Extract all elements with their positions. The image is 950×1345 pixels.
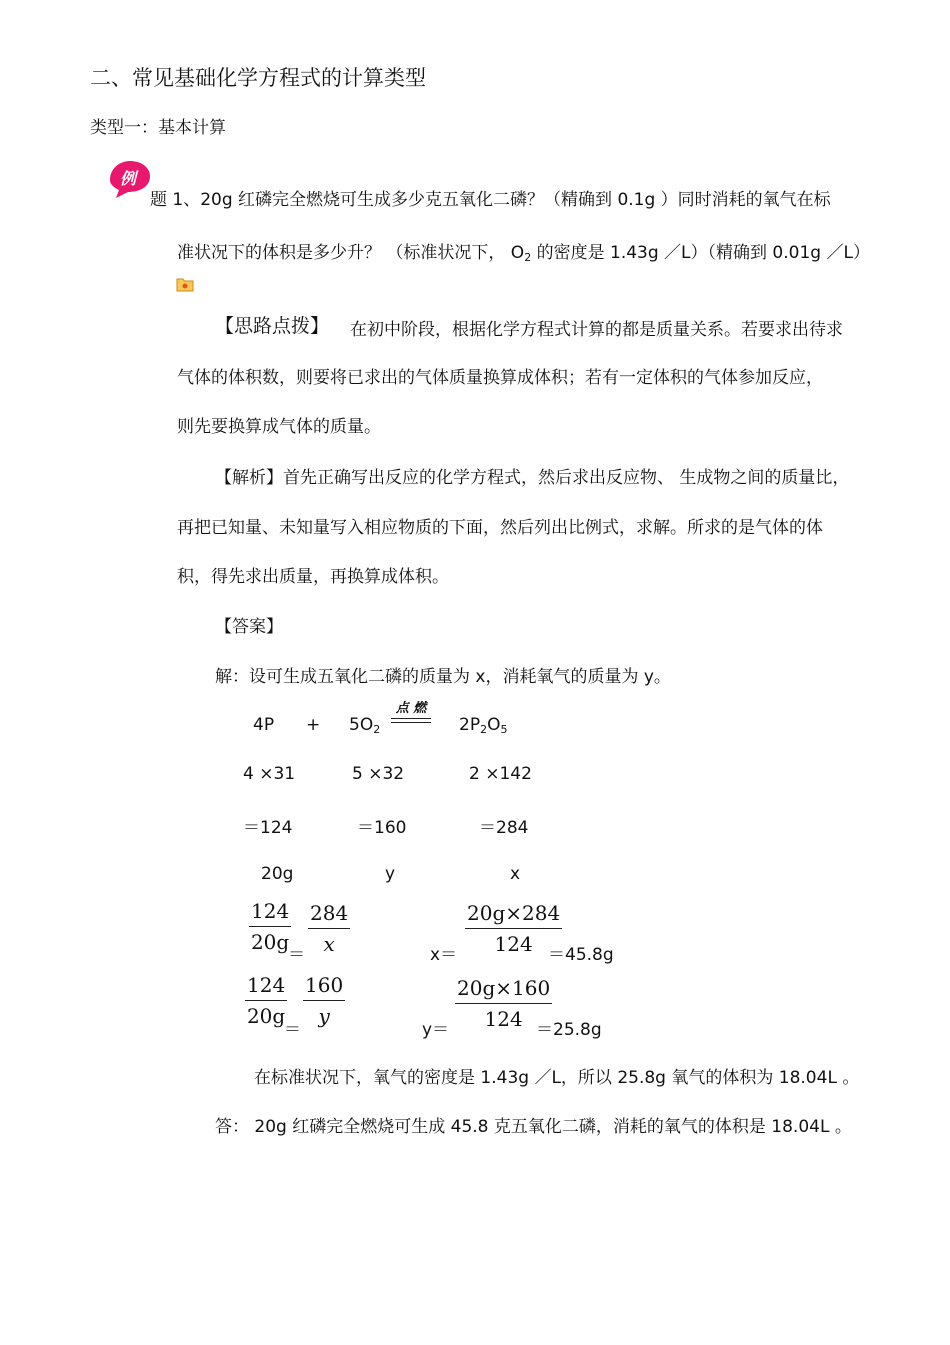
hint-line-3: 则先要换算成气体的质量。 — [177, 417, 381, 437]
analysis-line-1: 【解析】首先正确写出反应的化学方程式，然后求出反应物、 生成物之间的质量比， — [215, 468, 850, 488]
eq-plus: + — [306, 715, 321, 735]
example-badge-label: 例 — [119, 169, 137, 188]
page-heading: 二、常见基础化学方程式的计算类型 — [90, 66, 426, 90]
eq-reactant-2-sub: 2 — [373, 723, 381, 736]
hint-line-2: 气体的体积数，则要将已求出的气体质量换算成体积；若有一定体积的气体参加反应， — [177, 368, 823, 388]
x-calc-result: ＝45.8g — [548, 945, 614, 965]
answer-label: 【答案】 — [215, 617, 283, 637]
conclusion-line: 在标准状况下，氧气的密度是 1.43g ／L，所以 25.8g 氧气的体积为 18.04L 。 — [254, 1068, 860, 1088]
mass-row-3-p2o5: x — [510, 864, 521, 884]
folder-icon[interactable] — [176, 276, 194, 292]
eq-reactant-1: 4P — [253, 715, 275, 735]
analysis-line-2: 再把已知量、未知量写入相应物质的下面，然后列出比例式，求解。所求的是气体的体 — [177, 518, 823, 538]
fraction-numerator: 284 — [308, 901, 350, 929]
eq-product-p: 2P — [459, 715, 481, 735]
analysis-line-3: 积，得先求出质量，再换算成体积。 — [177, 567, 449, 587]
x-calc-lhs: x＝ — [430, 945, 458, 965]
eq-product-sub-1: 2 — [480, 723, 488, 736]
example-badge-shape — [106, 158, 152, 200]
fraction-124-over-20g-a — [249, 899, 291, 954]
final-answer-line: 答： 20g 红磷完全燃烧可生成 45.8 克五氧化二磷，消耗的氧气的体积是 18.04L 。 — [215, 1117, 852, 1137]
mass-row-3-o2: y — [385, 864, 396, 884]
equals-sign: ＝ — [284, 1020, 301, 1040]
fraction-numerator: 20g×284 — [465, 901, 562, 929]
mass-row-3-p: 20g — [261, 864, 294, 884]
mass-row-1-p: 4 ×31 — [243, 764, 296, 784]
eq-condition-label: 点 燃 — [395, 701, 427, 716]
eq-reactant-2 — [349, 715, 380, 736]
mass-row-1-p2o5: 2 ×142 — [469, 764, 532, 784]
fraction-284-over-x — [308, 901, 350, 956]
mass-row-1-o2: 5 ×32 — [352, 764, 405, 784]
eq-product-o: O — [487, 715, 501, 735]
hint-line-1: 在初中阶段，根据化学方程式计算的都是质量关系。若要求出待求 — [350, 320, 843, 340]
y-calc-result: ＝25.8g — [536, 1020, 602, 1040]
equals-sign: ＝ — [288, 945, 305, 965]
question-line-2-post: 的密度是 1.43g ／L）（精确到 0.01g ／L） — [531, 243, 870, 263]
section-subheading: 类型一：基本计算 — [90, 118, 226, 138]
question-line-2 — [177, 238, 870, 264]
mass-row-2-p: ＝124 — [243, 818, 293, 838]
fraction-denominator: 20g — [246, 1004, 286, 1028]
eq-double-bar — [391, 718, 431, 723]
fraction-124-over-20g-b — [245, 973, 287, 1028]
fraction-denominator: y — [318, 1004, 330, 1028]
eq-product-sub-2: 5 — [500, 723, 508, 736]
fraction-denominator: 124 — [484, 1007, 523, 1031]
fraction-numerator: 124 — [249, 899, 291, 927]
eq-condition — [391, 701, 431, 723]
eq-product — [459, 715, 507, 736]
fraction-numerator: 124 — [245, 973, 287, 1001]
hint-label: 【思路点拨】 — [215, 315, 330, 337]
o2-subscript: 2 — [524, 251, 532, 264]
y-calc-lhs: y＝ — [422, 1020, 450, 1040]
solution-intro: 解：设可生成五氧化二磷的质量为 x，消耗氧气的质量为 y。 — [215, 667, 671, 687]
example-badge — [106, 158, 152, 200]
mass-row-2-o2: ＝160 — [357, 818, 407, 838]
question-line-2-pre: 准状况下的体积是多少升？ （标准状况下， O — [177, 243, 525, 263]
fraction-numerator: 160 — [303, 973, 345, 1001]
fraction-numerator: 20g×160 — [455, 976, 552, 1004]
fraction-denominator: 124 — [494, 932, 533, 956]
fraction-denominator: x — [323, 932, 335, 956]
fraction-denominator: 20g — [250, 930, 290, 954]
mass-row-2-p2o5: ＝284 — [479, 818, 529, 838]
fraction-160-over-y — [303, 973, 345, 1028]
eq-reactant-2-formula: 5O — [349, 715, 374, 735]
question-line-1: 题 1、20g 红磷完全燃烧可生成多少克五氧化二磷？（精确到 0.1g ）同时消耗的氧气在标 — [150, 190, 831, 210]
